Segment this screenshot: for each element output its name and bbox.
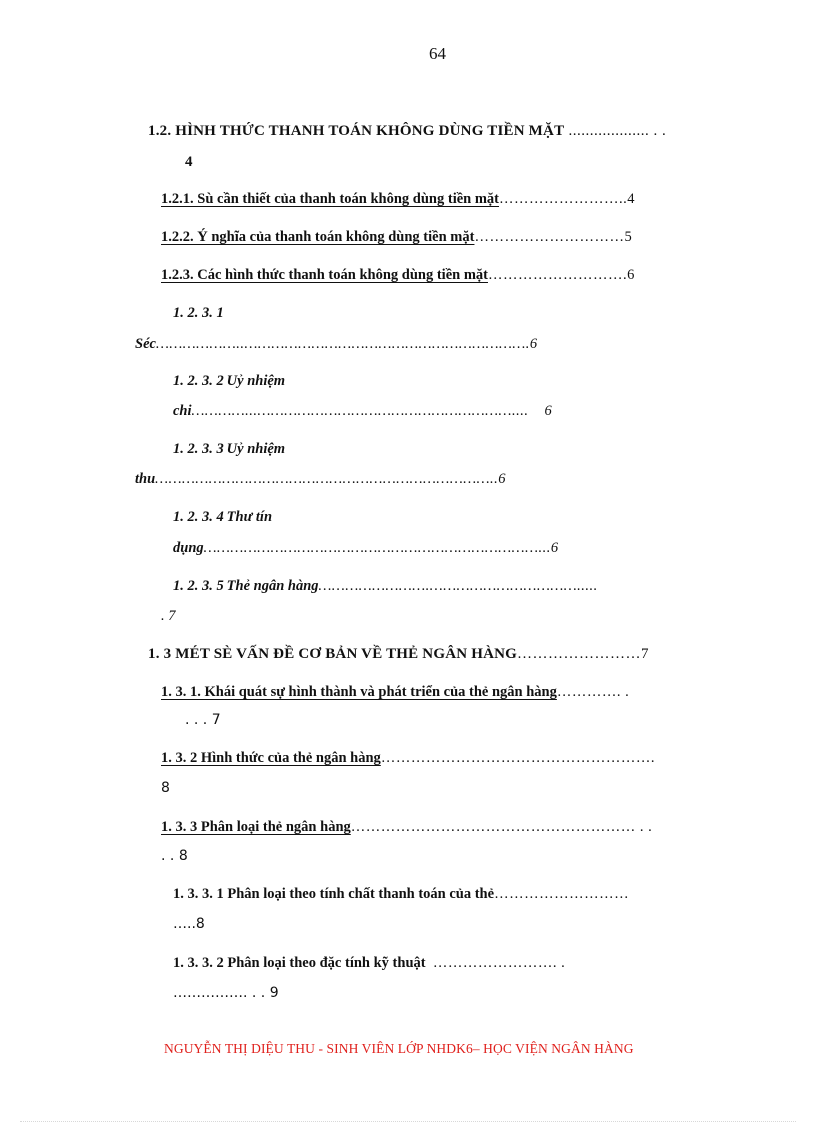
toc-title: Thư tín xyxy=(226,509,273,525)
toc-page: 8 xyxy=(178,848,188,864)
toc-title: Thẻ ngân hàng xyxy=(226,578,319,594)
toc-leader: …………………… xyxy=(517,646,642,662)
toc-title: 1. 3. 1. Khái quát sự hình thành và phát triển của thẻ ngân hàng xyxy=(161,684,557,700)
toc-entry-1-3-2[interactable] xyxy=(161,750,655,767)
toc-leader: ................... . . xyxy=(564,123,667,139)
page-bottom-divider xyxy=(20,1121,796,1122)
toc-page: 4 xyxy=(627,191,636,207)
toc-title: 1. 3. 3 Phân loại thẻ ngân hàng xyxy=(161,819,351,835)
toc-page-1-3-3-1 xyxy=(173,916,205,932)
toc-leader: ………………………………………………………………….. xyxy=(155,471,499,487)
toc-leader: …………...………………………………………………….... xyxy=(191,403,529,419)
toc-page-1-2: 4 xyxy=(185,154,193,170)
toc-page: 9 xyxy=(269,985,279,1001)
page-footer: NGUYỄN THỊ DIỆU THU - SINH VIÊN LỚP NHDK6– HỌC VIỆN NGÂN HÀNG xyxy=(164,1041,634,1056)
toc-entry-1-2-3-5[interactable] xyxy=(173,578,598,595)
toc-leader: ………………………………………………. xyxy=(380,750,655,766)
toc-entry-1-3-3-2[interactable] xyxy=(173,955,565,972)
toc-page: 5 xyxy=(624,229,633,245)
toc-page: 6 xyxy=(544,403,552,419)
toc-entry-1-3-3-1[interactable] xyxy=(173,886,629,903)
toc-title: 1. 3. 3. 1 Phân loại theo tính chất thanh toán của thẻ xyxy=(173,886,495,902)
toc-leader: …………………….……………………………..... xyxy=(318,578,598,594)
toc-entry-1-2-3-3[interactable] xyxy=(135,471,506,488)
toc-title: 1. 3. 3. 2 Phân loại theo đặc tính kỹ thuật xyxy=(173,955,426,971)
toc-title-cont: chi xyxy=(173,403,192,419)
toc-title: 1.2.1. Sù cần thiết của thanh toán không dùng tiền mặt xyxy=(161,191,500,207)
toc-page: 6 xyxy=(529,336,538,352)
toc-entry-1-2-3-2-head xyxy=(173,373,285,390)
toc-page-1-3-2: 8 xyxy=(161,780,170,796)
toc-entry-1-2-1[interactable] xyxy=(161,191,635,208)
toc-number: 1. 2. 3. 5 xyxy=(173,578,224,594)
toc-page-prefix: . . . xyxy=(185,712,208,728)
toc-leader: ……………………… xyxy=(494,886,630,902)
toc-page-1-3-3-2 xyxy=(173,985,279,1001)
toc-entry-1-2-3[interactable] xyxy=(161,267,635,284)
toc-title: 1. 3. 2 Hình thức của thẻ ngân hàng xyxy=(161,750,381,766)
toc-leader: …………………….. xyxy=(499,191,628,207)
toc-page-1-3-3 xyxy=(161,848,188,864)
toc-page: 7 xyxy=(168,608,176,624)
toc-entry-1-2-3-3-head xyxy=(173,441,285,458)
toc-page-prefix: . . xyxy=(161,848,175,864)
toc-page-1-2-3-5 xyxy=(161,608,176,625)
toc-leader: ………………………………………………… . . xyxy=(350,819,653,835)
toc-leader: ………………………. xyxy=(487,267,628,283)
toc-page-prefix: . xyxy=(161,608,165,624)
toc-number: 1. 2. 3. 2 xyxy=(173,373,224,389)
toc-page-prefix: ……………. . . xyxy=(173,985,266,1001)
toc-page-prefix: ….. xyxy=(173,916,196,932)
toc-title: Uỷ nhiệm xyxy=(226,441,286,457)
toc-entry-1-2-3-4[interactable] xyxy=(173,540,558,557)
toc-page: 6 xyxy=(627,267,635,283)
toc-leader: ……………………. . xyxy=(432,955,566,971)
toc-page: 6 xyxy=(498,471,506,487)
toc-entry-1-3[interactable] xyxy=(148,646,649,663)
toc-entry-1-3-3[interactable] xyxy=(161,819,652,836)
toc-leader: …………………………………………………………………... xyxy=(203,540,551,556)
toc-number: 1. 2. 3. 3 xyxy=(173,441,224,457)
toc-title: 1.2.2. Ý nghĩa của thanh toán không dùng tiền mặt xyxy=(161,229,475,245)
toc-entry-1-2[interactable] xyxy=(148,123,666,140)
toc-entry-1-2-2[interactable] xyxy=(161,229,632,246)
toc-title: 1.2.3. Các hình thức thanh toán không dùng tiền mặt xyxy=(161,267,488,283)
toc-title-cont: thu xyxy=(135,471,156,487)
toc-title: Uỷ nhiệm xyxy=(226,373,286,389)
toc-title-cont: dụng xyxy=(173,540,204,556)
toc-title: 1.2. HÌNH THỨC THANH TOÁN KHÔNG DÙNG TIỀN MẶT xyxy=(148,123,565,139)
toc-page: 8 xyxy=(195,916,205,932)
toc-leader: ………………..………………………………………………………. xyxy=(155,336,530,352)
toc-title: Séc xyxy=(135,336,156,352)
toc-number-1-2-3-1: 1. 2. 3. 1 xyxy=(173,305,224,321)
toc-entry-1-3-1[interactable] xyxy=(161,684,629,701)
toc-page: 6 xyxy=(550,540,559,556)
toc-leader: ………………………… xyxy=(474,229,625,245)
toc-entry-1-2-3-1[interactable] xyxy=(135,336,537,353)
toc-page: 7 xyxy=(211,712,221,728)
toc-entry-1-2-3-4-head xyxy=(173,509,272,526)
toc-page: 7 xyxy=(641,646,650,662)
toc-entry-1-2-3-2[interactable] xyxy=(173,403,552,420)
toc-title: 1. 3 MÉT SÈ VẤN ĐỀ CƠ BẢN VỀ THẺ NGÂN HÀNG xyxy=(148,646,518,662)
page-number: 64 xyxy=(429,44,446,63)
toc-page-1-3-1 xyxy=(185,712,221,728)
toc-leader: …………. . xyxy=(556,684,630,700)
toc-number: 1. 2. 3. 4 xyxy=(173,509,224,525)
